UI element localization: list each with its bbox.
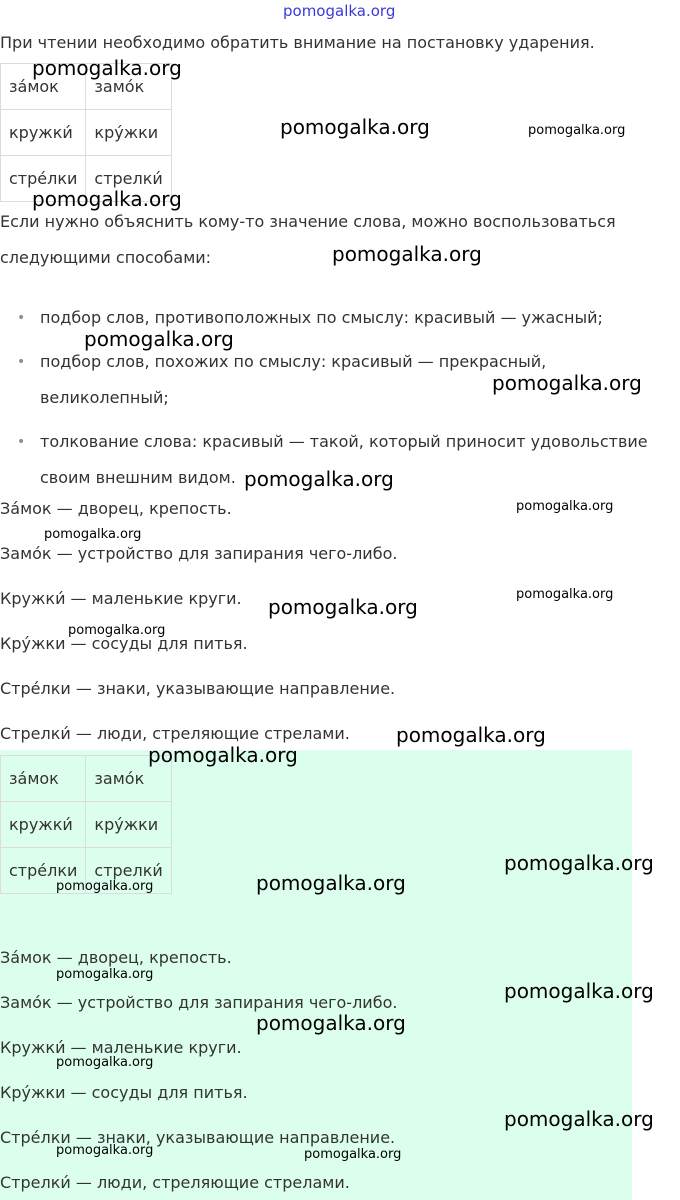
answer-definition: Кру́жки — сосуды для питья. (0, 1083, 248, 1102)
watermark: pomogalka.org (44, 527, 142, 542)
watermark: pomogalka.org (56, 1055, 154, 1070)
watermark: pomogalka.org (84, 327, 234, 351)
watermark: pomogalka.org (304, 1147, 402, 1162)
watermark: pomogalka.org (56, 1143, 154, 1158)
answer-definition: Замо́к — устройство для запирания чего-либо. (0, 993, 398, 1012)
watermark: pomogalka.org (32, 187, 182, 211)
method-text-cont: великолепный; (40, 388, 169, 407)
watermark: pomogalka.org (528, 123, 626, 138)
watermark: pomogalka.org (280, 115, 430, 139)
table-cell: за́мок (1, 756, 86, 802)
watermark: pomogalka.org (256, 871, 406, 895)
method-text: толкование слова: красивый — такой, который приносит удовольствие (40, 432, 648, 451)
table-cell: замо́к (86, 64, 171, 110)
watermark: pomogalka.org (68, 623, 166, 638)
table-cell: стрелки́ (86, 156, 171, 202)
definition: Кру́жки — сосуды для питья. (0, 634, 248, 653)
table-row (1, 802, 172, 848)
watermark: pomogalka.org (256, 1011, 406, 1035)
answer-definition: Кружки́ — маленькие круги. (0, 1038, 242, 1057)
answer-definition: За́мок — дворец, крепость. (0, 948, 232, 967)
watermark: pomogalka.org (56, 879, 154, 894)
bullet-icon: • (17, 434, 26, 450)
table-cell: замо́к (86, 756, 171, 802)
watermark: pomogalka.org (332, 242, 482, 266)
table-cell: стре́лки (1, 156, 86, 202)
method-text: подбор слов, противоположных по смыслу: красивый — ужасный; (40, 308, 603, 327)
table-row (1, 756, 172, 802)
watermark: pomogalka.org (516, 499, 614, 514)
table-cell: за́мок (1, 64, 86, 110)
table-cell: стрелки́ (86, 848, 171, 894)
answer-stress-table (0, 755, 172, 894)
answer-definition: Стре́лки — знаки, указывающие направление. (0, 1128, 396, 1147)
definition: Замо́к — устройство для запирания чего-либо. (0, 544, 398, 563)
table-cell: стре́лки (1, 848, 86, 894)
table-cell: кру́жки (86, 110, 171, 156)
table-cell: кружки́ (1, 110, 86, 156)
definition: Стре́лки — знаки, указывающие направление. (0, 679, 396, 698)
site-link[interactable]: pomogalka.org (283, 2, 396, 20)
watermark: pomogalka.org (56, 967, 154, 982)
bullet-icon: • (17, 310, 26, 326)
explain-line-1: Если нужно объяснить кому-то значение слова, можно воспользоваться (0, 212, 616, 231)
watermark: pomogalka.org (268, 595, 418, 619)
method-text: подбор слов, похожих по смыслу: красивый — прекрасный, (40, 352, 547, 371)
watermark: pomogalka.org (244, 467, 394, 491)
watermark: pomogalka.org (504, 851, 654, 875)
watermark: pomogalka.org (148, 743, 298, 767)
explain-line-2: следующими способами: (0, 248, 212, 267)
table-cell: кружки́ (1, 802, 86, 848)
watermark: pomogalka.org (492, 371, 642, 395)
watermark: pomogalka.org (516, 587, 614, 602)
stress-table (0, 63, 172, 202)
intro-text: При чтении необходимо обратить внимание на постановку ударения. (0, 33, 595, 52)
definition: За́мок — дворец, крепость. (0, 499, 232, 518)
definition: Кружки́ — маленькие круги. (0, 589, 242, 608)
definition: Стрелки́ — люди, стреляющие стрелами. (0, 724, 350, 743)
method-text-cont: своим внешним видом. (40, 468, 236, 487)
watermark: pomogalka.org (32, 56, 182, 80)
answer-definition: Стрелки́ — люди, стреляющие стрелами. (0, 1173, 350, 1192)
watermark: pomogalka.org (504, 979, 654, 1003)
watermark: pomogalka.org (396, 723, 546, 747)
table-cell: кру́жки (86, 802, 171, 848)
table-row (1, 110, 172, 156)
bullet-icon: • (17, 354, 26, 370)
watermark: pomogalka.org (504, 1107, 654, 1131)
